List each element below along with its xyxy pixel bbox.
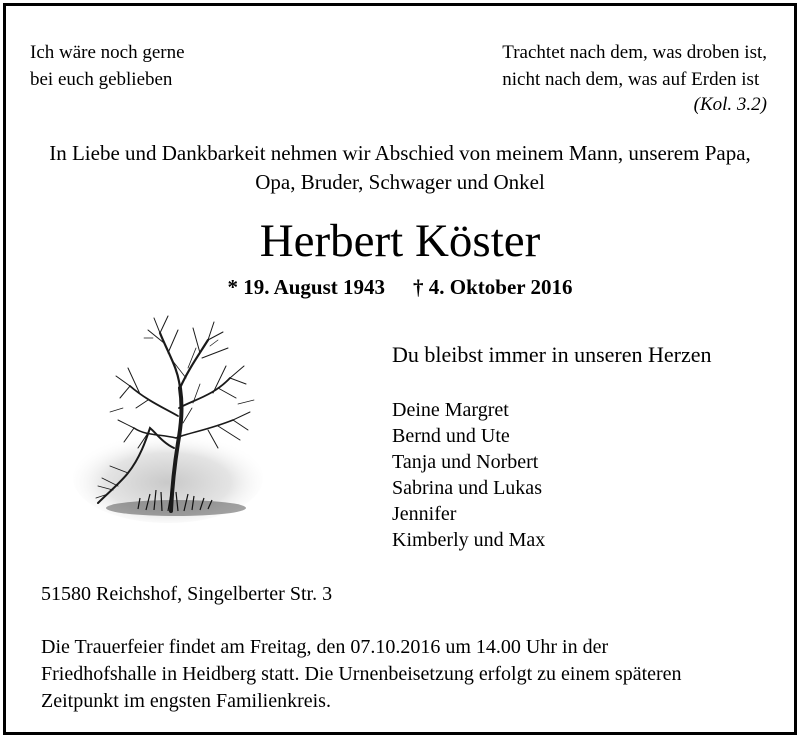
birth-date: * 19. August 1943 bbox=[227, 275, 386, 299]
bible-citation: (Kol. 3.2) bbox=[693, 94, 767, 115]
ceremony-line-2: Friedhofshalle in Heidberg statt. Die Urnenbeisetzung erfolgt zu einem späteren bbox=[41, 663, 682, 685]
bible-quote-line-2: nicht nach dem, was auf Erden ist bbox=[502, 69, 760, 90]
motto: Du bleibst immer in unseren Herzen bbox=[392, 342, 712, 367]
ceremony-line-1: Die Trauerfeier findet am Freitag, den 07.10.2016 um 14.00 Uhr in der bbox=[41, 636, 609, 658]
death-date: † 4. Oktober 2016 bbox=[413, 275, 573, 299]
mourner-item: Sabrina und Lukas bbox=[392, 477, 542, 499]
intro-text bbox=[6, 139, 794, 197]
bible-quote-line-1: Trachtet nach dem, was droben ist, bbox=[502, 42, 767, 63]
mourner-item: Jennifer bbox=[392, 503, 457, 525]
obituary-notice bbox=[3, 3, 797, 735]
ceremony-line-3: Zeitpunkt im engsten Familienkreis. bbox=[41, 690, 331, 712]
deceased-name: Herbert Köster bbox=[259, 215, 541, 267]
mourner-item: Tanja und Norbert bbox=[392, 451, 539, 473]
mourner-item: Bernd und Ute bbox=[392, 425, 510, 447]
quote-left bbox=[30, 39, 185, 93]
quote-left-line-1: Ich wäre noch gerne bbox=[30, 42, 185, 63]
mourners-list bbox=[392, 397, 545, 553]
mourner-item: Deine Margret bbox=[392, 399, 509, 421]
bible-quote bbox=[502, 39, 767, 93]
mourner-item: Kimberly und Max bbox=[392, 529, 546, 551]
life-dates bbox=[6, 275, 794, 300]
tree-icon bbox=[68, 308, 283, 533]
ceremony-info bbox=[41, 634, 771, 715]
quote-left-line-2: bei euch geblieben bbox=[30, 69, 173, 90]
address: 51580 Reichshof, Singelberter Str. 3 bbox=[41, 583, 333, 605]
intro-line-1: In Liebe und Dankbarkeit nehmen wir Abschied von meinem Mann, unserem Papa, bbox=[49, 141, 751, 165]
intro-line-2: Opa, Bruder, Schwager und Onkel bbox=[255, 170, 545, 194]
